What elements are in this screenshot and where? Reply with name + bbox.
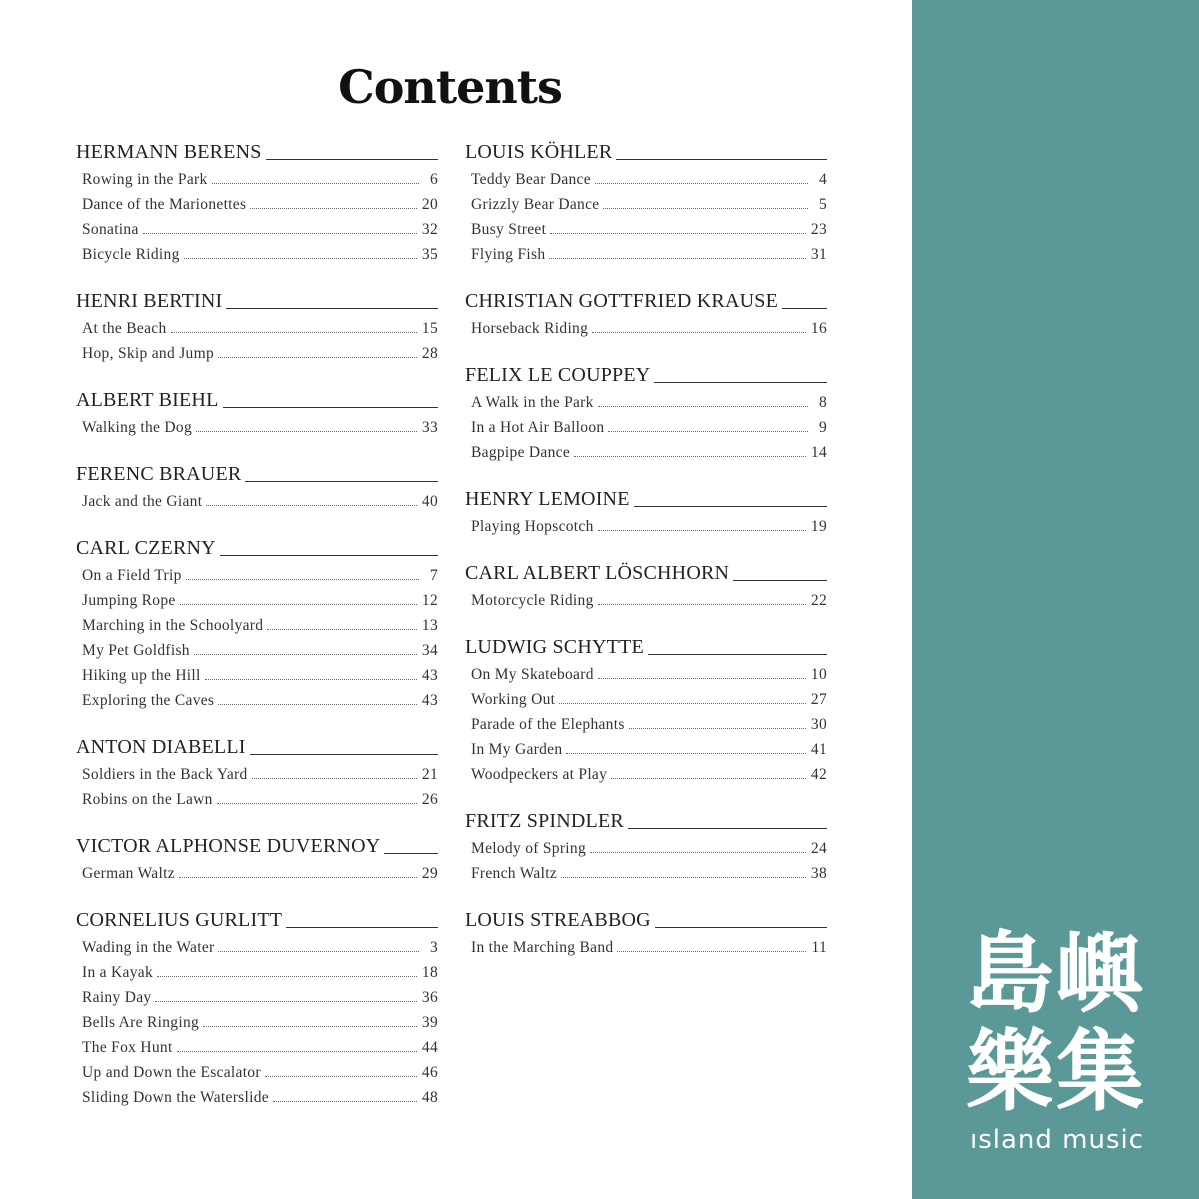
page-number: 48 xyxy=(421,1089,438,1106)
toc-entry xyxy=(76,1057,438,1082)
composer-name: CARL CZERNY xyxy=(76,537,216,559)
page-number: 16 xyxy=(810,320,827,337)
heading-rule xyxy=(220,555,438,556)
dot-leader xyxy=(265,1076,417,1077)
page-number: 8 xyxy=(818,394,827,411)
composer-heading xyxy=(76,536,438,560)
composer-heading xyxy=(76,834,438,858)
dot-leader xyxy=(267,629,417,630)
page-number: 18 xyxy=(421,964,438,981)
page-number: 40 xyxy=(421,493,438,510)
dot-leader xyxy=(592,332,806,333)
heading-rule xyxy=(616,159,827,160)
heading-rule xyxy=(655,927,827,928)
page-number: 33 xyxy=(421,419,438,436)
composer-heading xyxy=(465,289,827,313)
dot-leader xyxy=(559,703,806,704)
composer-name: LUDWIG SCHYTTE xyxy=(465,636,644,658)
dot-leader xyxy=(157,976,417,977)
piece-title: Motorcycle Riding xyxy=(471,592,594,609)
composer-heading xyxy=(465,140,827,164)
toc-entry xyxy=(465,412,827,437)
dot-leader xyxy=(218,951,419,952)
composer-name: CARL ALBERT LÖSCHHORN xyxy=(465,562,730,584)
dot-leader xyxy=(598,530,806,531)
composer-section xyxy=(465,140,827,264)
piece-title: Rainy Day xyxy=(82,989,152,1006)
page-number: 5 xyxy=(818,196,827,213)
page-number: 12 xyxy=(421,592,438,609)
page-number: 21 xyxy=(421,766,438,783)
page-number: 23 xyxy=(810,221,827,238)
piece-title: Working Out xyxy=(471,691,556,708)
toc-entry xyxy=(465,759,827,784)
piece-title: In a Hot Air Balloon xyxy=(471,419,605,436)
piece-title: Bagpipe Dance xyxy=(471,444,571,461)
dot-leader xyxy=(598,604,806,605)
piece-title: Rowing in the Park xyxy=(82,171,208,188)
composer-heading xyxy=(465,635,827,659)
toc-entry xyxy=(465,387,827,412)
composer-heading xyxy=(465,561,827,585)
toc-entry xyxy=(465,833,827,858)
piece-title: Woodpeckers at Play xyxy=(471,766,608,783)
composer-name: HENRI BERTINI xyxy=(76,290,223,312)
heading-rule xyxy=(226,308,438,309)
page-number: 27 xyxy=(810,691,827,708)
page-number: 9 xyxy=(818,419,827,436)
dot-leader xyxy=(217,803,417,804)
composer-section xyxy=(465,363,827,462)
page-number: 13 xyxy=(421,617,438,634)
dot-leader xyxy=(218,357,417,358)
page-number: 29 xyxy=(421,865,438,882)
dot-leader xyxy=(250,208,417,209)
composer-heading xyxy=(465,487,827,511)
toc-entry xyxy=(76,585,438,610)
composer-section xyxy=(465,635,827,784)
dot-leader xyxy=(608,431,808,432)
piece-title: Playing Hopscotch xyxy=(471,518,594,535)
dot-leader xyxy=(194,654,417,655)
page-number: 15 xyxy=(421,320,438,337)
dot-leader xyxy=(218,704,417,705)
dot-leader xyxy=(203,1026,417,1027)
piece-title: In My Garden xyxy=(471,741,563,758)
piece-title: Teddy Bear Dance xyxy=(471,171,591,188)
composer-heading xyxy=(465,363,827,387)
toc-entry xyxy=(76,932,438,957)
toc-entry xyxy=(76,486,438,511)
toc-entry xyxy=(76,1082,438,1107)
composer-section xyxy=(76,908,438,1107)
composer-heading xyxy=(76,388,438,412)
piece-title: On My Skateboard xyxy=(471,666,594,683)
toc-entry xyxy=(465,684,827,709)
toc-entry xyxy=(465,437,827,462)
page-number: 35 xyxy=(421,246,438,263)
composer-name: LOUIS KÖHLER xyxy=(465,141,613,163)
page-number: 24 xyxy=(810,840,827,857)
composer-section xyxy=(76,462,438,511)
page-number: 39 xyxy=(421,1014,438,1031)
piece-title: Grizzly Bear Dance xyxy=(471,196,600,213)
page-number: 46 xyxy=(421,1064,438,1081)
toc-entry xyxy=(76,164,438,189)
toc-entry xyxy=(465,709,827,734)
dot-leader xyxy=(252,778,417,779)
toc-entry xyxy=(465,659,827,684)
toc-entry xyxy=(76,660,438,685)
piece-title: Busy Street xyxy=(471,221,547,238)
piece-title: A Walk in the Park xyxy=(471,394,594,411)
composer-section xyxy=(465,561,827,610)
dot-leader xyxy=(184,258,417,259)
page-number: 7 xyxy=(429,567,438,584)
toc-entry xyxy=(76,982,438,1007)
composer-name: VICTOR ALPHONSE DUVERNOY xyxy=(76,835,381,857)
composer-heading xyxy=(76,908,438,932)
toc-entry xyxy=(465,858,827,883)
composer-heading xyxy=(76,289,438,313)
composer-name: LOUIS STREABBOG xyxy=(465,909,651,931)
piece-title: Jack and the Giant xyxy=(82,493,203,510)
page-number: 42 xyxy=(810,766,827,783)
dot-leader xyxy=(590,852,806,853)
page-number: 3 xyxy=(429,939,438,956)
piece-title: In the Marching Band xyxy=(471,939,614,956)
heading-rule xyxy=(384,853,438,854)
dot-leader xyxy=(598,678,806,679)
piece-title: Parade of the Elephants xyxy=(471,716,625,733)
dot-leader xyxy=(595,183,808,184)
page-number: 36 xyxy=(421,989,438,1006)
composer-name: FERENC BRAUER xyxy=(76,463,242,485)
toc-entry xyxy=(76,858,438,883)
composer-name: HENRY LEMOINE xyxy=(465,488,630,510)
composer-heading xyxy=(465,809,827,833)
toc-entry xyxy=(76,338,438,363)
piece-title: At the Beach xyxy=(82,320,167,337)
composer-name: FELIX LE COUPPEY xyxy=(465,364,651,386)
piece-title: Bicycle Riding xyxy=(82,246,180,263)
logo-char-3: 樂 xyxy=(966,1020,1055,1123)
page-number: 44 xyxy=(421,1039,438,1056)
heading-rule xyxy=(286,927,438,928)
dot-leader xyxy=(206,505,417,506)
dot-leader xyxy=(205,679,417,680)
dot-leader xyxy=(617,951,806,952)
toc-entry xyxy=(465,734,827,759)
page-number: 26 xyxy=(421,791,438,808)
dot-leader xyxy=(629,728,806,729)
dot-leader xyxy=(180,604,417,605)
page-number: 11 xyxy=(811,939,827,956)
dot-leader xyxy=(574,456,806,457)
composer-name: ALBERT BIEHL xyxy=(76,389,219,411)
page-number: 30 xyxy=(810,716,827,733)
right-column xyxy=(465,140,827,982)
island-music-logo xyxy=(960,922,1160,1155)
toc-entry xyxy=(76,412,438,437)
composer-section xyxy=(76,834,438,883)
page-number: 6 xyxy=(429,171,438,188)
composer-name: CORNELIUS GURLITT xyxy=(76,909,283,931)
piece-title: Robins on the Lawn xyxy=(82,791,213,808)
toc-entry xyxy=(76,610,438,635)
piece-title: Walking the Dog xyxy=(82,419,193,436)
page-number: 20 xyxy=(421,196,438,213)
toc-entry xyxy=(465,932,827,957)
page-number: 34 xyxy=(421,642,438,659)
page-number: 41 xyxy=(810,741,827,758)
page-number: 38 xyxy=(810,865,827,882)
page-title: Contents xyxy=(338,60,562,114)
heading-rule xyxy=(654,382,827,383)
dot-leader xyxy=(561,877,806,878)
dot-leader xyxy=(566,753,805,754)
piece-title: Sonatina xyxy=(82,221,139,238)
toc-entry xyxy=(465,313,827,338)
dot-leader xyxy=(196,431,417,432)
toc-entry xyxy=(76,189,438,214)
piece-title: French Waltz xyxy=(471,865,557,882)
composer-heading xyxy=(465,908,827,932)
piece-title: The Fox Hunt xyxy=(82,1039,173,1056)
toc-entry xyxy=(465,239,827,264)
page-number: 4 xyxy=(818,171,827,188)
toc-entry xyxy=(76,560,438,585)
toc-entry xyxy=(465,189,827,214)
piece-title: Hiking up the Hill xyxy=(82,667,201,684)
toc-entry xyxy=(76,214,438,239)
piece-title: Up and Down the Escalator xyxy=(82,1064,261,1081)
composer-section xyxy=(76,536,438,710)
composer-section xyxy=(76,388,438,437)
dot-leader xyxy=(143,233,417,234)
dot-leader xyxy=(155,1001,416,1002)
toc-entry xyxy=(76,1032,438,1057)
page-number: 10 xyxy=(810,666,827,683)
page-number: 43 xyxy=(421,692,438,709)
piece-title: Wading in the Water xyxy=(82,939,215,956)
page-number: 14 xyxy=(810,444,827,461)
heading-rule xyxy=(266,159,438,160)
page-number: 28 xyxy=(421,345,438,362)
composer-name: ANTON DIABELLI xyxy=(76,736,246,758)
heading-rule xyxy=(245,481,438,482)
dot-leader xyxy=(186,579,419,580)
dot-leader xyxy=(212,183,419,184)
heading-rule xyxy=(782,308,827,309)
piece-title: Marching in the Schoolyard xyxy=(82,617,264,634)
page-number: 31 xyxy=(810,246,827,263)
toc-entry xyxy=(465,214,827,239)
piece-title: In a Kayak xyxy=(82,964,153,981)
composer-section xyxy=(465,289,827,338)
dot-leader xyxy=(549,258,806,259)
heading-rule xyxy=(250,754,438,755)
composer-name: HERMANN BERENS xyxy=(76,141,262,163)
logo-char-1: 島 xyxy=(966,922,1055,1025)
piece-title: Exploring the Caves xyxy=(82,692,215,709)
dot-leader xyxy=(598,406,808,407)
piece-title: My Pet Goldfish xyxy=(82,642,190,659)
left-column xyxy=(76,140,438,1132)
piece-title: Jumping Rope xyxy=(82,592,176,609)
piece-title: On a Field Trip xyxy=(82,567,182,584)
toc-entry xyxy=(76,784,438,809)
page-number: 19 xyxy=(810,518,827,535)
toc-entry xyxy=(76,635,438,660)
dot-leader xyxy=(611,778,806,779)
logo-text: ısland music xyxy=(970,1125,1145,1155)
page-number: 32 xyxy=(421,221,438,238)
composer-name: FRITZ SPINDLER xyxy=(465,810,624,832)
toc-entry xyxy=(465,164,827,189)
piece-title: Bells Are Ringing xyxy=(82,1014,200,1031)
piece-title: Dance of the Marionettes xyxy=(82,196,247,213)
composer-heading xyxy=(76,140,438,164)
toc-entry xyxy=(76,313,438,338)
page-number: 43 xyxy=(421,667,438,684)
piece-title: Horseback Riding xyxy=(471,320,589,337)
page-number: 22 xyxy=(810,592,827,609)
piece-title: Sliding Down the Waterslide xyxy=(82,1089,269,1106)
heading-rule xyxy=(634,506,827,507)
dot-leader xyxy=(179,877,417,878)
heading-rule xyxy=(223,407,439,408)
composer-name: CHRISTIAN GOTTFRIED KRAUSE xyxy=(465,290,778,312)
toc-entry xyxy=(465,585,827,610)
piece-title: Hop, Skip and Jump xyxy=(82,345,214,362)
composer-section xyxy=(465,487,827,536)
logo-char-2: 嶼 xyxy=(1056,922,1145,1025)
logo-char-4: 集 xyxy=(1056,1020,1145,1123)
composer-heading xyxy=(76,462,438,486)
dot-leader xyxy=(603,208,808,209)
dot-leader xyxy=(273,1101,417,1102)
heading-rule xyxy=(628,828,827,829)
composer-heading xyxy=(76,735,438,759)
piece-title: Melody of Spring xyxy=(471,840,587,857)
piece-title: Flying Fish xyxy=(471,246,546,263)
composer-section xyxy=(76,140,438,264)
toc-entry xyxy=(465,511,827,536)
composer-section xyxy=(465,908,827,957)
toc-entry xyxy=(76,957,438,982)
piece-title: German Waltz xyxy=(82,865,175,882)
toc-entry xyxy=(76,759,438,784)
piece-title: Soldiers in the Back Yard xyxy=(82,766,248,783)
toc-entry xyxy=(76,685,438,710)
heading-rule xyxy=(733,580,827,581)
dot-leader xyxy=(171,332,417,333)
heading-rule xyxy=(648,654,827,655)
dot-leader xyxy=(177,1051,417,1052)
toc-entry xyxy=(76,239,438,264)
dot-leader xyxy=(550,233,806,234)
composer-section xyxy=(76,735,438,809)
composer-section xyxy=(76,289,438,363)
composer-section xyxy=(465,809,827,883)
toc-entry xyxy=(76,1007,438,1032)
